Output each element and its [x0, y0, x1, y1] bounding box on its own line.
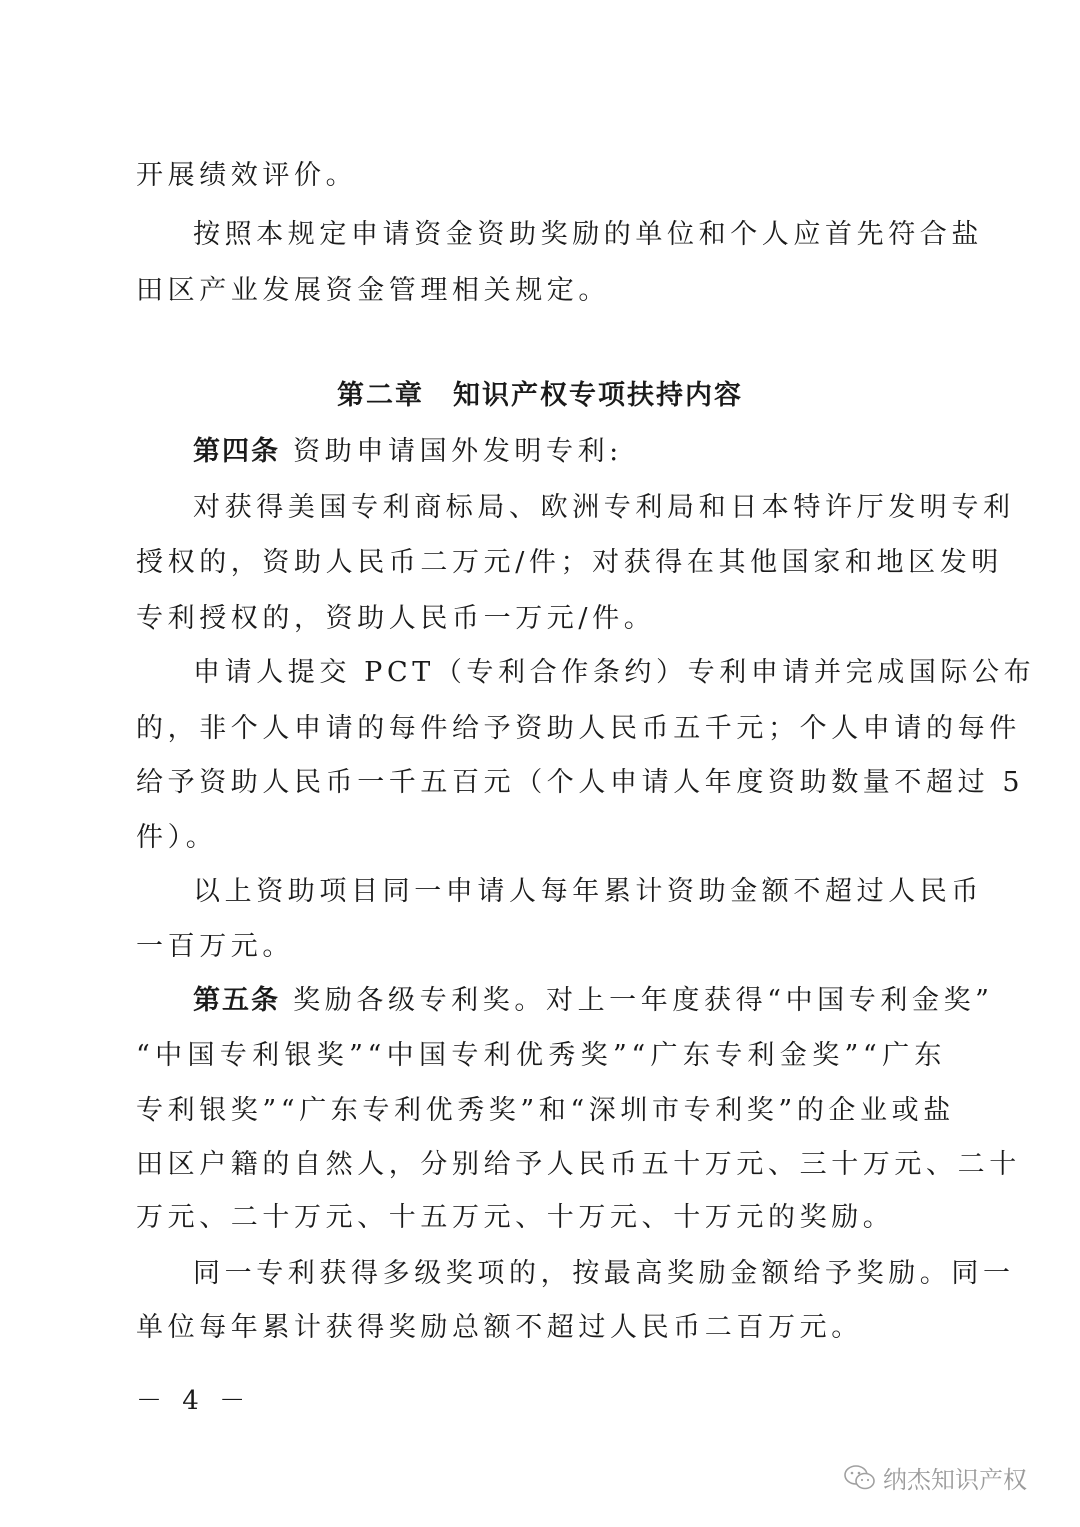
page-number: － 4 － [136, 1386, 252, 1416]
paragraph-line: 对获得美国专利商标局、欧洲专利局和日本特许厅发明专利 [193, 492, 1015, 523]
paragraph-line: 田区产业发展资金管理相关规定。 [136, 275, 610, 306]
paragraph-line: 按照本规定申请资金资助奖励的单位和个人应首先符合盐 [193, 219, 983, 250]
chapter-heading: 第二章 知识产权专项扶持内容 [337, 380, 743, 411]
paragraph-line: 一百万元。 [136, 931, 294, 962]
paragraph-line: 授权的，资助人民币二万元/件；对获得在其他国家和地区发明 [136, 547, 1003, 578]
paragraph-line: 单位每年累计获得奖励总额不超过人民币二百万元。 [136, 1312, 863, 1343]
paragraph-line: 申请人提交 PCT（专利合作条约）专利申请并完成国际公布 [193, 657, 1036, 688]
watermark [843, 1460, 1027, 1495]
watermark-text: 纳杰知识产权 [883, 1466, 1027, 1494]
paragraph-line: 同一专利获得多级奖项的，按最高奖励金额给予奖励。同一 [193, 1258, 1015, 1289]
wechat-icon [843, 1463, 877, 1493]
article-label: 第五条 [193, 985, 280, 1016]
article-4-heading [193, 434, 946, 470]
paragraph-line: 专利银奖”“广东专利优秀奖”和“深圳市专利奖”的企业或盐 [136, 1095, 955, 1126]
paragraph-line: 开展绩效评价。 [136, 160, 358, 191]
paragraph-line: 专利授权的，资助人民币一万元/件。 [136, 603, 656, 634]
article-title: 资助申请国外发明专利: [280, 436, 623, 467]
article-5-heading [193, 983, 994, 1019]
article-label: 第四条 [193, 436, 280, 467]
paragraph-line: 的，非个人申请的每件给予资助人民币五千元；个人申请的每件 [136, 713, 1021, 744]
article-title: 奖励各级专利奖。对上一年度获得“中国专利金奖” [280, 985, 994, 1016]
paragraph-line: “中国专利银奖”“中国专利优秀奖”“广东专利金奖”“广东 [136, 1040, 946, 1071]
paragraph-line: 给予资助人民币一千五百元（个人申请人年度资助数量不超过 5 [136, 767, 1025, 798]
paragraph-line: 万元、二十万元、十五万元、十万元、十万元的奖励。 [136, 1202, 895, 1233]
paragraph-line: 田区户籍的自然人，分别给予人民币五十万元、三十万元、二十 [136, 1149, 1021, 1180]
paragraph-line: 件）。 [136, 822, 218, 853]
paragraph-line: 以上资助项目同一申请人每年累计资助金额不超过人民币 [193, 876, 983, 907]
